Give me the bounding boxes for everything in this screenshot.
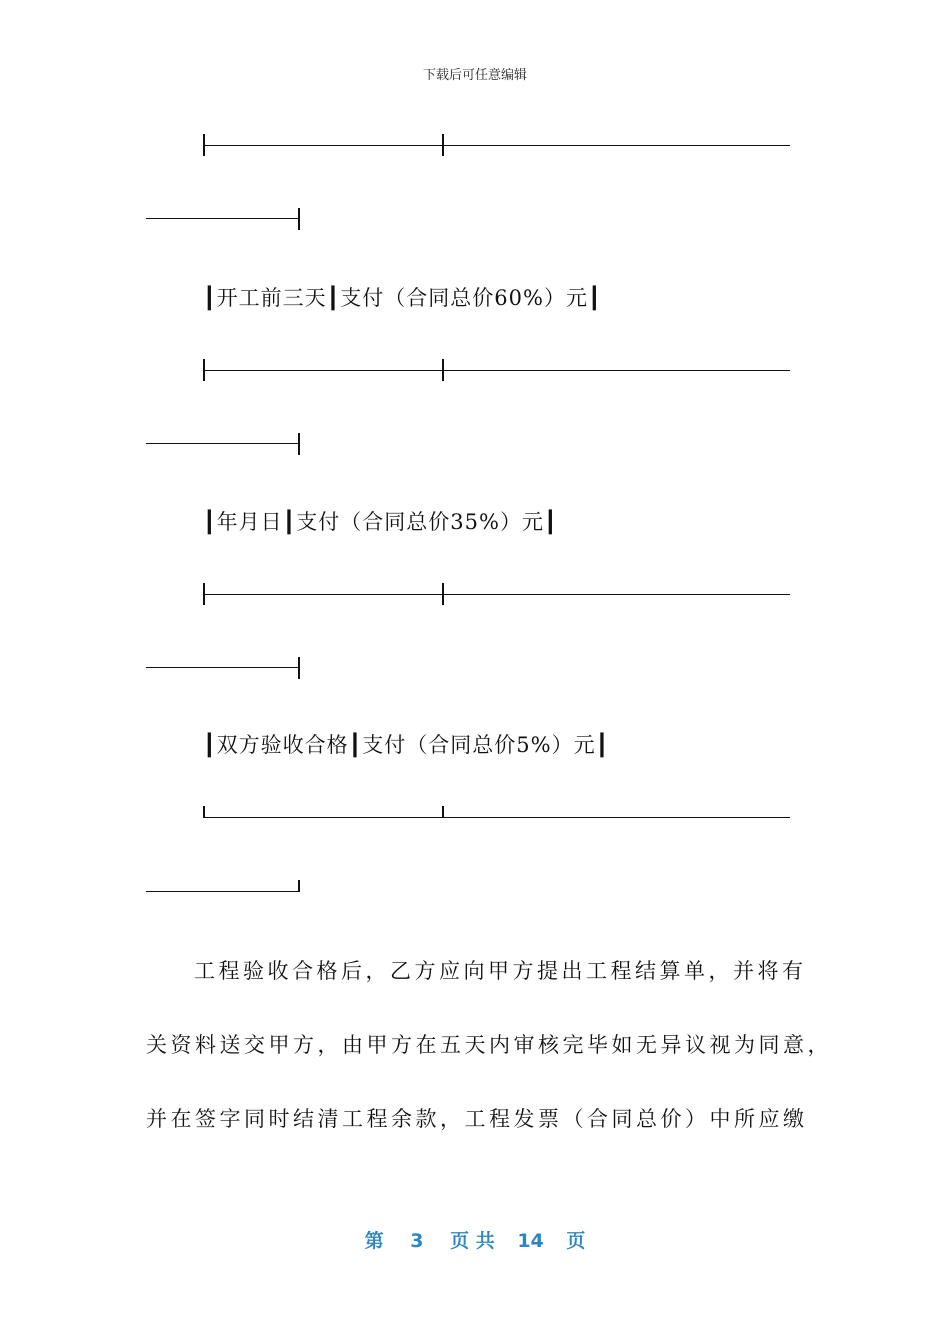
table-row: ┃开工前三天┃支付（合同总价60%）元┃ [203,286,602,310]
footer-total-pages: 14 [517,1230,544,1252]
paragraph-line: 关资料送交甲方，由甲方在五天内审核完毕如无异议视为同意， [146,1033,832,1057]
footer-middle: 页 共 [450,1230,495,1252]
footer-prefix: 第 [364,1230,384,1252]
paragraph-line: 工程验收合格后，乙方应向甲方提出工程结算单，并将有 [194,959,807,983]
table-row: ┃年月日┃支付（合同总价35%）元┃ [203,510,558,534]
table-row: ┃双方验收合格┃支付（合同总价5%）元┃ [203,733,610,757]
footer-page-number: 3 [410,1230,424,1252]
page-footer [0,1226,950,1253]
page-header: 下载后可任意编辑 [422,68,527,83]
footer-suffix: 页 [566,1230,586,1252]
paragraph-line: 并在签字同时结清工程余款，工程发票（合同总价）中所应缴 [146,1107,808,1131]
